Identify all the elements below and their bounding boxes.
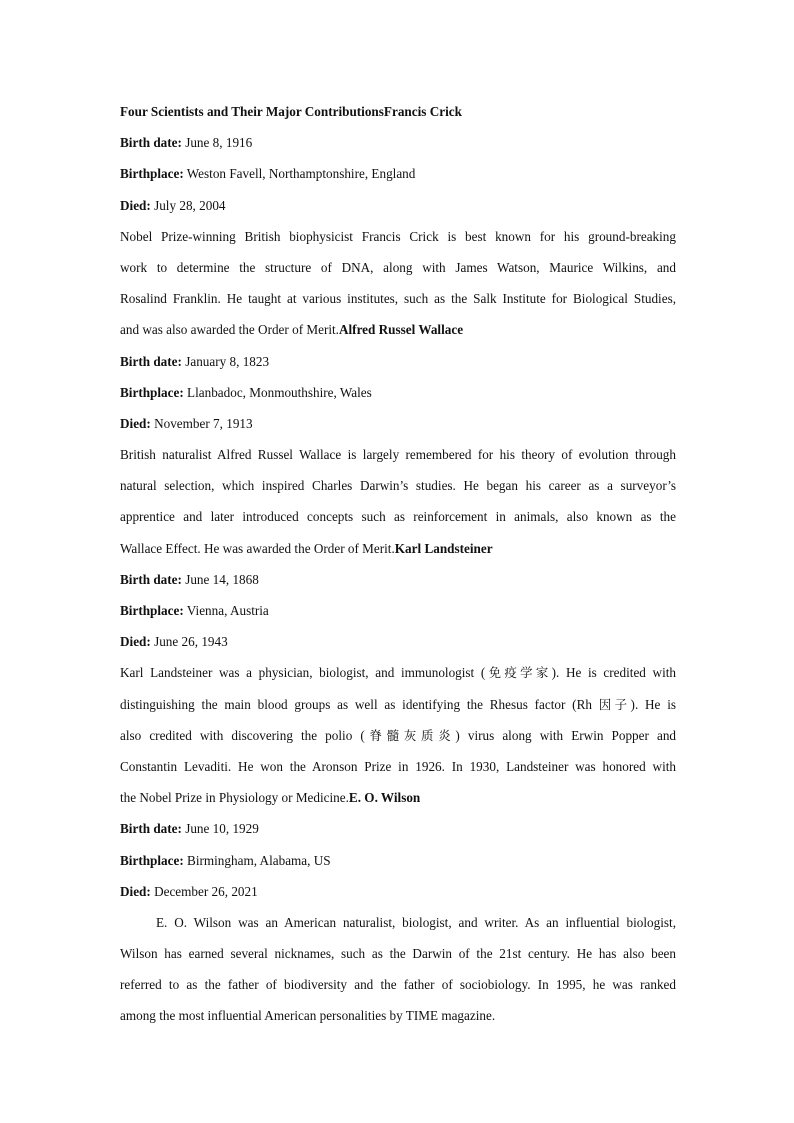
birth-date-label: Birth date: <box>120 353 182 369</box>
wallace-bio-line-4 <box>120 533 676 564</box>
wallace-birthplace-line <box>120 377 676 408</box>
crick-bio-line-4 <box>120 314 676 345</box>
wilson-birth-date-line <box>120 813 676 844</box>
landsteiner-bio-5-text: the Nobel Prize in Physiology or Medicine. <box>120 790 349 806</box>
birthplace-label: Birthplace: <box>120 384 184 400</box>
birthplace-label: Birthplace: <box>120 166 184 182</box>
landsteiner-bio-1-cjk: 免疫学家 <box>485 665 552 681</box>
wallace-bio-line-4-text: Wallace Effect. He was awarded the Order of Merit. <box>120 540 395 556</box>
document-title-line <box>120 96 676 127</box>
wallace-birth-date-line <box>120 346 676 377</box>
crick-bio-line-4-text: and was also awarded the Order of Merit. <box>120 322 339 338</box>
document-title: Four Scientists and Their Major Contributions <box>120 104 384 119</box>
wallace-died-line <box>120 408 676 439</box>
landsteiner-bio-2a: distinguishing the main blood groups as well as identifying the Rhesus factor (Rh <box>120 696 599 712</box>
birth-date-label: Birth date: <box>120 821 182 837</box>
wilson-bio-line-1: E. O. Wilson was an American naturalist, biologist, and writer. As an influential biologist, <box>156 914 676 930</box>
landsteiner-bio-line-1 <box>120 657 676 688</box>
crick-bio-line-3: Rosalind Franklin. He taught at various institutes, such as the Salk Institute for Biological Studies, <box>120 291 676 307</box>
wallace-died: November 7, 1913 <box>154 415 253 431</box>
wallace-birth-date: January 8, 1823 <box>185 353 270 369</box>
wilson-died: December 26, 2021 <box>154 883 258 899</box>
landsteiner-bio-line-5 <box>120 782 676 813</box>
wilson-bio-line-2: Wilson has earned several nicknames, such as the Darwin of the 21st century. He has also been <box>120 946 676 962</box>
crick-birthplace-line <box>120 158 676 189</box>
crick-died-line <box>120 190 676 221</box>
landsteiner-bio-1a: Karl Landsteiner was a physician, biologist, and immunologist ( <box>120 665 486 681</box>
landsteiner-bio-3-cjk: 脊髓灰质炎 <box>364 727 456 743</box>
birthplace-label: Birthplace: <box>120 852 184 868</box>
landsteiner-bio-2-cjk: 因子 <box>598 696 631 712</box>
wallace-bio-line-1: British naturalist Alfred Russel Wallace is largely remembered for his theory of evolution through <box>120 447 676 463</box>
died-label: Died: <box>120 197 151 213</box>
crick-birth-date: June 8, 1916 <box>185 135 253 151</box>
scientist-name-landsteiner: Karl Landsteiner <box>394 540 493 556</box>
died-label: Died: <box>120 415 151 431</box>
wilson-birth-date: June 10, 1929 <box>185 821 259 837</box>
crick-bio-line-2: work to determine the structure of DNA, along with James Watson, Maurice Wilkins, and <box>120 259 676 275</box>
landsteiner-bio-line-4: Constantin Levaditi. He won the Aronson Prize in 1926. In 1930, Landsteiner was honored with <box>120 758 676 774</box>
landsteiner-bio-1b: ). He is credited with <box>551 665 676 681</box>
died-label: Died: <box>120 634 151 650</box>
birth-date-label: Birth date: <box>120 135 182 151</box>
landsteiner-birthplace-line <box>120 595 676 626</box>
crick-birth-date-line <box>120 127 676 158</box>
died-label: Died: <box>120 883 151 899</box>
landsteiner-bio-3a: also credited with discovering the polio ( <box>120 727 365 743</box>
scientist-name-wallace: Alfred Russel Wallace <box>338 322 464 338</box>
landsteiner-birth-date: June 14, 1868 <box>185 571 259 587</box>
landsteiner-birthplace: Vienna, Austria <box>186 603 269 618</box>
wilson-bio-line-3: referred to as the father of biodiversity and the father of sociobiology. In 1995, he was ranked <box>120 977 676 993</box>
scientist-name-wilson: E. O. Wilson <box>348 790 421 806</box>
birthplace-label: Birthplace: <box>120 603 184 618</box>
landsteiner-died-line <box>120 626 676 657</box>
landsteiner-bio-line-2 <box>120 689 676 720</box>
wilson-birthplace-line <box>120 845 676 876</box>
wallace-bio-line-2: natural selection, which inspired Charles Darwin’s studies. He began his career as a surveyor’s <box>120 478 676 494</box>
crick-bio-line-1: Nobel Prize-winning British biophysicist Francis Crick is best known for his ground-breaking <box>120 228 676 244</box>
wilson-bio-line-4: among the most influential American personalities by TIME magazine. <box>120 1008 496 1024</box>
wallace-birthplace: Llanbadoc, Monmouthshire, Wales <box>187 384 372 400</box>
wilson-birthplace: Birmingham, Alabama, US <box>187 852 331 868</box>
crick-birthplace: Weston Favell, Northamptonshire, England <box>186 166 416 182</box>
wilson-died-line <box>120 876 676 907</box>
landsteiner-bio-line-3 <box>120 720 676 751</box>
landsteiner-bio-2b: ). He is <box>630 696 676 712</box>
crick-died: July 28, 2004 <box>154 197 226 213</box>
birth-date-label: Birth date: <box>120 571 182 587</box>
wallace-bio-line-3: apprentice and later introduced concepts such as reinforcement in animals, also known as the <box>120 509 676 525</box>
landsteiner-died: June 26, 1943 <box>154 634 228 650</box>
document-page <box>120 96 676 1032</box>
scientist-name-crick: Francis Crick <box>383 104 462 119</box>
landsteiner-birth-date-line <box>120 564 676 595</box>
landsteiner-bio-3b: ) virus along with Erwin Popper and <box>455 727 676 743</box>
